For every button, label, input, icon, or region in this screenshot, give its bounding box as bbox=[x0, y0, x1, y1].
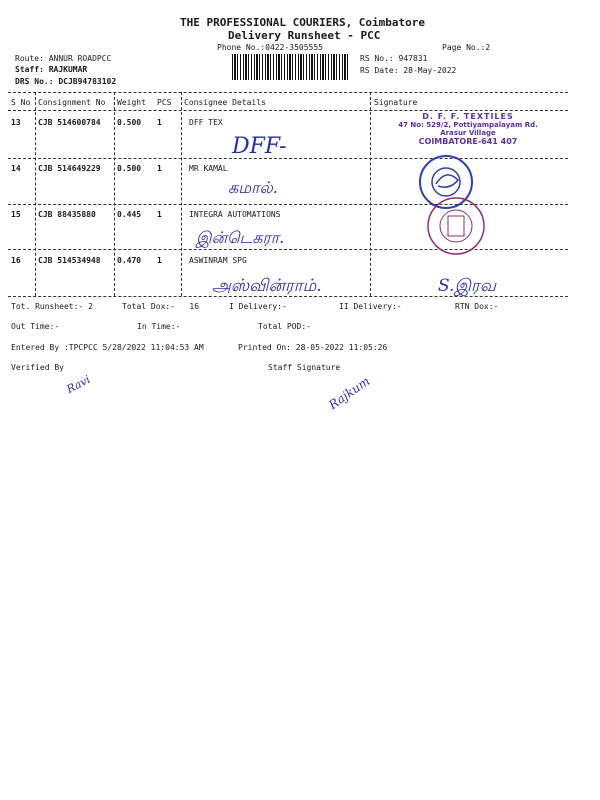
row-pcs: 1 bbox=[157, 118, 162, 127]
row-consignee: INTEGRA AUTOMATIONS bbox=[189, 210, 281, 219]
row-sno: 15 bbox=[11, 210, 21, 219]
verifier-signature: Ravi bbox=[64, 372, 93, 397]
seal-flourish bbox=[436, 175, 458, 187]
row-pcs: 1 bbox=[157, 210, 162, 219]
route: Route: ANNUR ROADPCC bbox=[15, 54, 112, 63]
table-top-rule bbox=[8, 92, 568, 93]
i-delivery: I Delivery:- bbox=[229, 302, 287, 311]
handwritten-signature-row-15: இன்டெகரா. bbox=[196, 228, 285, 247]
row-consignment: CJB 88435880 bbox=[38, 210, 96, 219]
col-header-signature: Signature bbox=[374, 98, 418, 107]
row-sno: 14 bbox=[11, 164, 21, 173]
page-number: Page No.:2 bbox=[442, 43, 491, 52]
stamp-line: Arasur Village bbox=[440, 129, 496, 137]
stamp-line: 47 No: 529/2, Pottiyampalayam Rd. bbox=[398, 121, 538, 129]
seal-ring bbox=[440, 210, 472, 242]
row-consignee: DFF TEX bbox=[189, 118, 223, 127]
barcode bbox=[232, 54, 348, 80]
row-consignment: CJB 514649229 bbox=[38, 164, 101, 173]
column-rule bbox=[35, 92, 36, 296]
seal-date-box bbox=[448, 216, 464, 236]
col-header-consignee: Consignee Details bbox=[184, 98, 266, 107]
verified-by-label: Verified By bbox=[11, 363, 64, 372]
rtn-dox: RTN Dox:- bbox=[455, 302, 499, 311]
total-dox: Total Dox:- 16 bbox=[122, 302, 200, 311]
stamp-line: COIMBATORE-641 407 bbox=[418, 137, 518, 146]
row-sno: 16 bbox=[11, 256, 21, 265]
phone-number: Phone No.:0422-3505555 bbox=[217, 43, 323, 52]
row-weight: 0.500 bbox=[117, 164, 142, 173]
col-header-pcs: PCS bbox=[157, 98, 172, 107]
seal-graphic bbox=[412, 150, 492, 260]
total-runsheet: Tot. Runsheet:- 2 bbox=[11, 302, 93, 311]
row-consignment: CJB 514534948 bbox=[38, 256, 101, 265]
row-weight: 0.445 bbox=[117, 210, 142, 219]
handwritten-signature-row-13: DFF- bbox=[232, 134, 287, 159]
company-title: THE PROFESSIONAL COURIERS, Coimbatore bbox=[180, 16, 426, 29]
column-rule bbox=[114, 92, 115, 296]
out-time: Out Time:- bbox=[11, 322, 60, 331]
staff-name: Staff: RAJKUMAR bbox=[15, 65, 88, 74]
in-time: In Time:- bbox=[137, 322, 181, 331]
column-rule bbox=[181, 92, 182, 296]
runsheet-title: Delivery Runsheet - PCC bbox=[228, 29, 381, 42]
handwritten-signature-row-16: அஸ்வின்ராம். bbox=[212, 276, 322, 296]
drs-number: DRS No.: DCJB94783102 bbox=[15, 77, 117, 86]
row-consignee: MR KAMAL bbox=[189, 164, 228, 173]
row-pcs: 1 bbox=[157, 256, 162, 265]
staff-signature-label: Staff Signature bbox=[268, 363, 341, 372]
row-pcs: 1 bbox=[157, 164, 162, 173]
rs-date: RS Date: 28-May-2022 bbox=[360, 66, 457, 75]
col-header-sno: S No bbox=[11, 98, 31, 107]
column-rule bbox=[370, 92, 371, 296]
ii-delivery: II Delivery:- bbox=[339, 302, 402, 311]
rs-number: RS No.: 947831 bbox=[360, 54, 428, 63]
row-consignee: ASWINRAM SPG bbox=[189, 256, 247, 265]
handwritten-signature-row-14: கமால். bbox=[228, 178, 278, 197]
receiver-signature: S.இரவ bbox=[438, 276, 497, 296]
header-bottom-rule bbox=[8, 110, 568, 111]
col-header-weight: Weight bbox=[117, 98, 146, 107]
row-sno: 13 bbox=[11, 118, 21, 127]
entered-by: Entered By :TPCPCC 5/28/2022 11:04:53 AM bbox=[11, 343, 204, 352]
row-weight: 0.470 bbox=[117, 256, 142, 265]
row-weight: 0.500 bbox=[117, 118, 142, 127]
row-consignment: CJB 514600784 bbox=[38, 118, 101, 127]
printed-on: Printed On: 28-05-2022 11:05:26 bbox=[238, 343, 388, 352]
total-pod: Total POD:- bbox=[258, 322, 311, 331]
col-header-consignment: Consignment No bbox=[38, 98, 106, 107]
staff-handwritten-signature: Rajkum bbox=[326, 373, 373, 413]
stamp-line: D. F. F. TEXTILES bbox=[422, 112, 514, 121]
